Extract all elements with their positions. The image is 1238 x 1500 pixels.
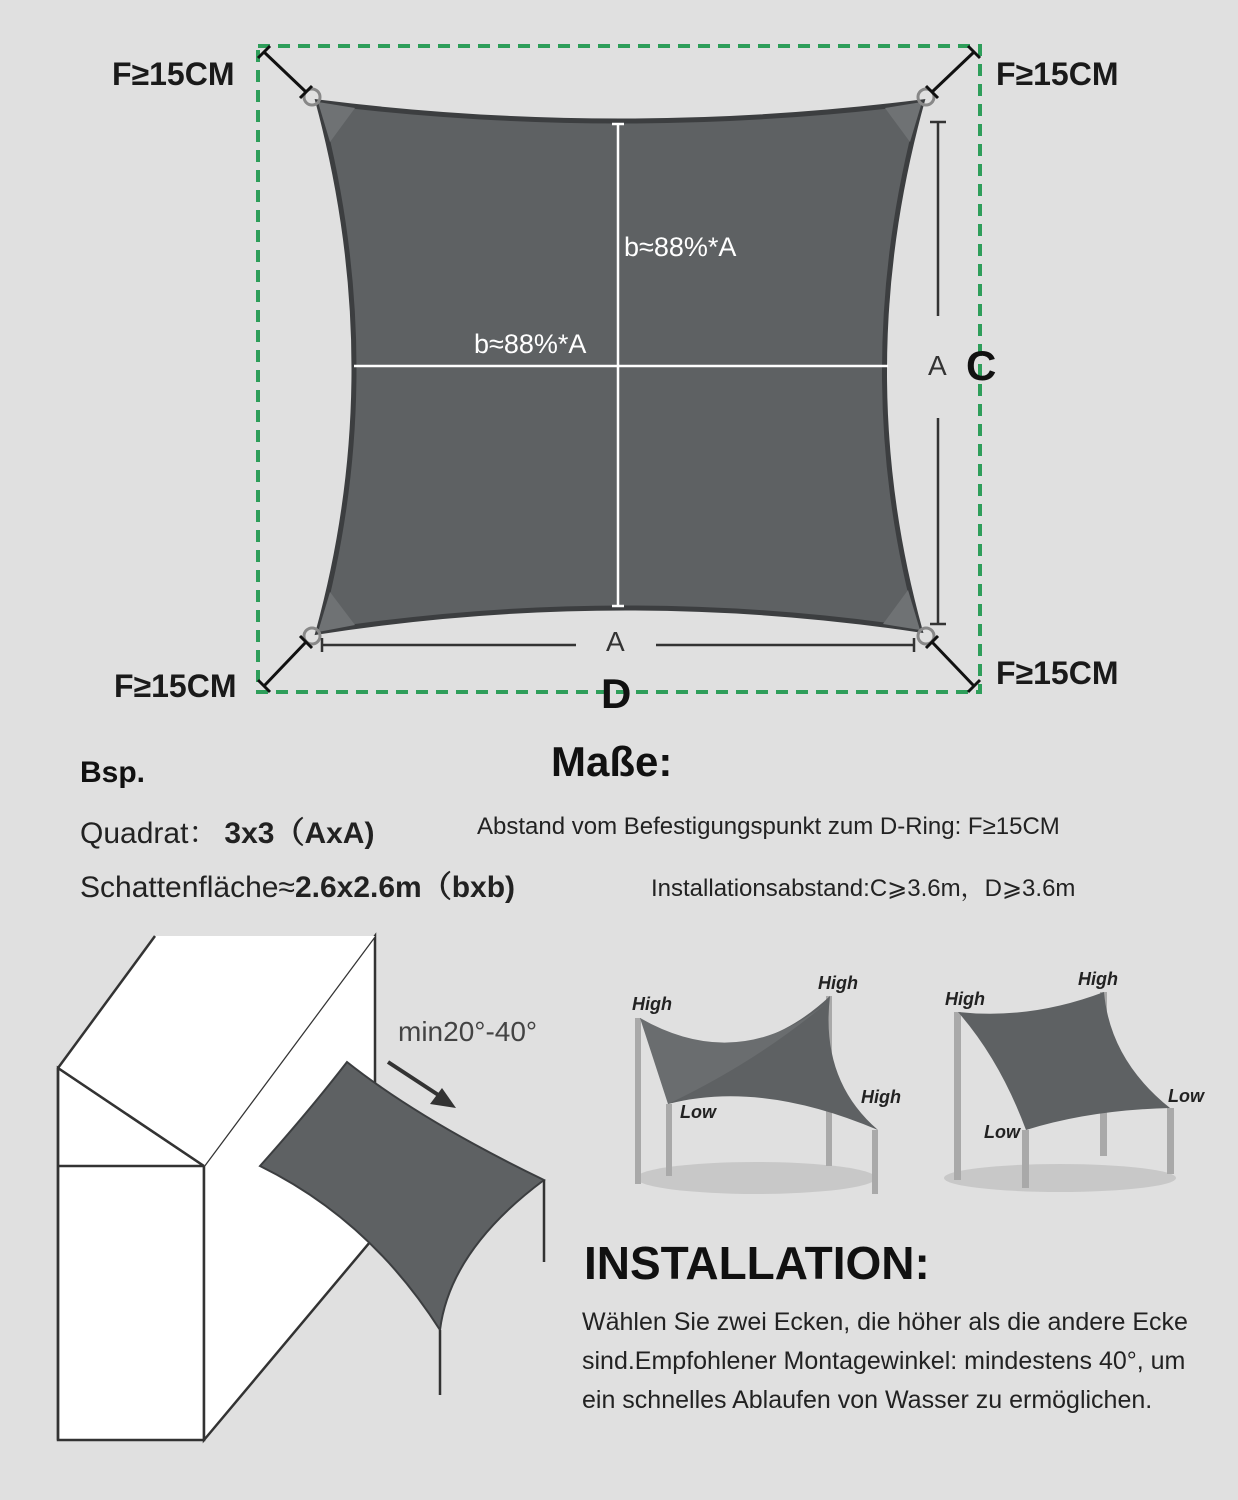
corner-label-br: F≥15CM [996, 655, 1119, 691]
label-left-high-3: High [861, 1087, 901, 1107]
spec-row-shade [80, 862, 515, 906]
side-label-bottom: A [606, 626, 625, 657]
spec-note-install-distance: Installationsabstand:C⩾3.6m，D⩾3.6m [651, 875, 1076, 902]
spec-square-prefix: Quadrat： [80, 817, 219, 850]
installation-title: INSTALLATION: [584, 1237, 930, 1289]
measurements-title: Maße: [551, 738, 673, 785]
label-right-low-1: Low [1168, 1086, 1204, 1106]
f-arrow-tr [932, 52, 974, 92]
spec-shade-prefix: Schattenfläche≈ [80, 871, 295, 904]
installation-text: Wählen Sie zwei Ecken, die höher als die andere Ecke sind.Empfohlener Montagewinkel: mindestens 40°, um ein schnelles Ablaufen von Wasser zu ermöglichen. [582, 1308, 1188, 1414]
f-arrow-bl [264, 642, 306, 686]
f-arrow-tl [264, 52, 306, 92]
label-left-low: Low [680, 1102, 716, 1122]
spec-note-distance: Abstand vom Befestigungspunkt zum D-Ring: F≥15CM [477, 813, 1060, 840]
side-label-right: A [928, 350, 947, 381]
f-arrow-br [932, 642, 974, 686]
label-right-high-2: High [1078, 969, 1118, 989]
corner-label-bl: F≥15CM [114, 668, 237, 704]
spec-shade-value: 2.6x2.6m（bxb) [294, 871, 516, 904]
label-right-low-2: Low [984, 1122, 1020, 1142]
spec-square-value: 3x3（AxA) [224, 817, 375, 850]
corner-label-tl: F≥15CM [112, 56, 235, 92]
inner-vertical-label: b≈88%*A [624, 232, 737, 262]
angle-label: min20°-40° [398, 1016, 538, 1047]
label-left-high-1: High [632, 994, 672, 1014]
install-example-right [944, 992, 1176, 1192]
spec-row-square [80, 808, 374, 852]
install-example-left [635, 996, 878, 1194]
outer-label-c: C [966, 342, 997, 389]
example-label: Bsp. [80, 756, 146, 789]
label-left-high-2: High [818, 973, 858, 993]
label-right-high-1: High [945, 989, 985, 1009]
corner-label-tr: F≥15CM [996, 56, 1119, 92]
inner-horizontal-label: b≈88%*A [474, 329, 587, 359]
outer-label-d: D [601, 670, 632, 717]
